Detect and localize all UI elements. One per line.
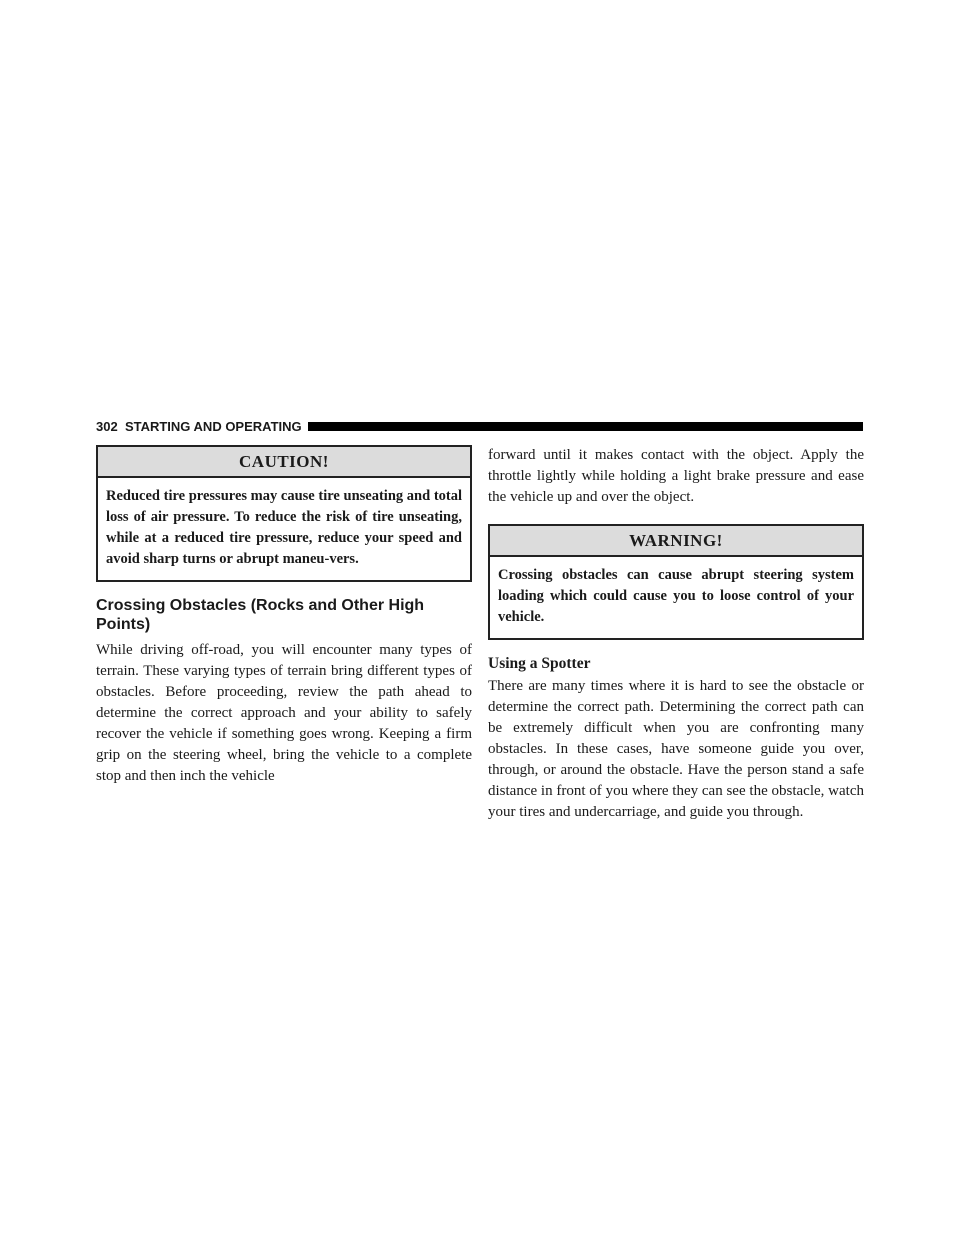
warning-box: [488, 524, 864, 640]
continued-paragraph: forward until it makes contact with the object. Apply the throttle lightly while holding a light brake pressure and ease the vehicle up and over the object.: [488, 447, 864, 505]
header-rule: [308, 422, 863, 431]
caution-box: [96, 445, 472, 582]
body-paragraph: While driving off-road, you will encounter many types of terrain. These varying types of terrain bring different types of obstacles. Before proceeding, review the path ahead to determine the correct approach and your ability to safely recover the vehicle if something goes wrong. Keeping a firm grip on the steering wheel, bring the vehicle to a complete stop and then inch the vehicle: [96, 642, 472, 784]
page-number: 302: [96, 419, 118, 434]
page-header: [96, 419, 863, 434]
warning-title: WARNING!: [490, 526, 862, 557]
caution-text: Reduced tire pressures may cause tire unseating and total loss of air pressure. To reduce the risk of tire unseating, while at a reduced tire pressure, reduce your speed and avoid sharp turns or abrupt maneu-vers.: [106, 488, 462, 567]
section-title: STARTING AND OPERATING: [124, 419, 302, 434]
subheading: Using a Spotter: [488, 655, 591, 672]
right-column: [488, 445, 864, 823]
warning-text: Crossing obstacles can cause abrupt steering system loading which could cause you to loose control of your vehicle.: [498, 567, 854, 625]
page-number-section: [96, 419, 302, 434]
caution-title: CAUTION!: [98, 447, 470, 478]
left-column: [96, 445, 472, 787]
section-heading: Crossing Obstacles (Rocks and Other High Points): [96, 597, 425, 633]
spotter-paragraph: There are many times where it is hard to see the obstacle or determine the correct path. Determining the correct path can be extremely difficult when you are confronting many obstacles. In these cases, have someone guide you over, through, or around the obstacle. Have the person stand a safe distance in front of you where they can see the obstacle, watch your tires and undercarriage, and guide you through.: [488, 678, 864, 820]
